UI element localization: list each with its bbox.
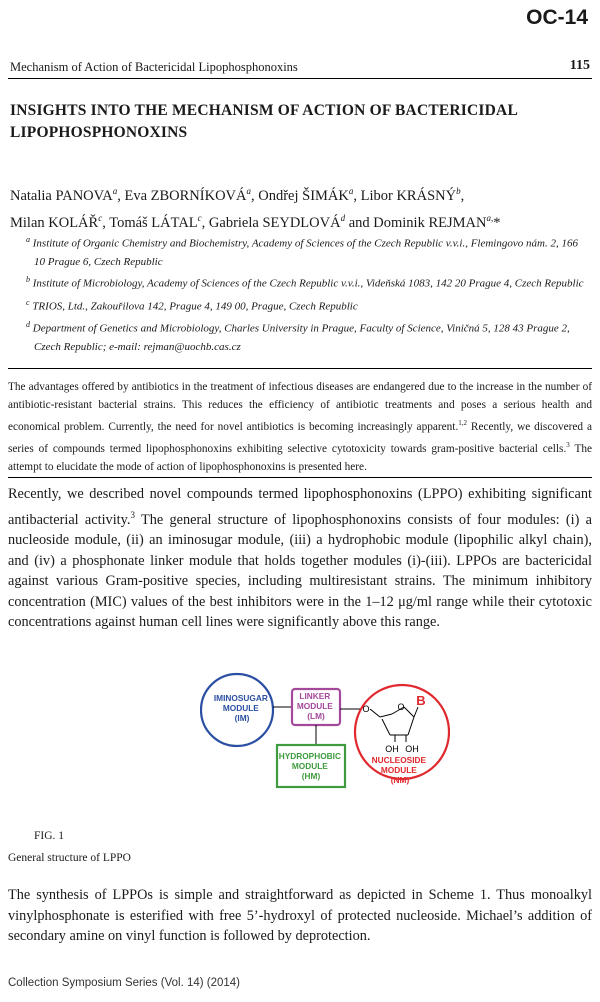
figure-label: FIG. 1: [34, 830, 65, 842]
lppo-structure-figure: [200, 665, 450, 813]
footer: Collection Symposium Series (Vol. 14) (2014): [8, 977, 241, 989]
svg-text:HYDROPHOBIC MODULE (HM: HYDROPHOBIC MODULE (HM): [278, 751, 341, 781]
author-name: Libor KRÁSNÝ: [360, 187, 457, 204]
linker-oxygen-label: O: [362, 704, 370, 714]
running-head: [8, 58, 592, 79]
author-name: Dominik REJMAN: [373, 214, 487, 231]
author-name: Gabriela SEYDLOVÁ: [208, 214, 341, 231]
affiliation: $^b$ Institute of Microbiology, Academy of Sciences of the Czech Republic v.v.i., Videňská 1083, 142 20 Prague 4, Czech Republic: [26, 275, 584, 291]
author-name: Ondřej ŠIMÁK: [258, 187, 349, 204]
author-name: Eva ZBORNÍKOVÁ: [124, 187, 247, 204]
author-affiliation-mark: a: [348, 186, 354, 196]
ring-oxygen-label: O: [397, 702, 405, 712]
paper-title: INSIGHTS INTO THE MECHANISM OF ACTION OF BACTERICIDAL LIPOPHOSPHONOXINS: [10, 102, 518, 141]
author-affiliation-mark: c: [98, 212, 103, 223]
abstract: The advantages offered by antibiotics in the treatment of infectious diseases are endangered due to the increase in the number of antibiotic-resistant bacterial strains. This reduces the efficiency of antibiotic treatments and poses a serious health and economical problem. Currently, the need for novel antibiotics is becoming increasingly apparent.$^{1,2}$ Recently, we discovered a series of compounds termed lipophosphonoxins exhibiting selective cytotoxicity towards gram-positive bacterial cells.$^3$ The attempt to elucidate the mode of action of lipophosphonoxins is presented here.: [8, 381, 593, 474]
affiliation: $^d$ Department of Genetics and Microbiology, Charles University in Prague, Faculty of Science, Viničná 5, 128 43 Prague 2, Czech Republic; e-mail: rejman@uochb.cas.cz: [26, 319, 570, 353]
author-name: Tomáš LÁTAL: [109, 214, 198, 231]
hydroxyl-label: OH: [405, 744, 419, 754]
ribose-ring: [370, 707, 418, 742]
author-list: Natalia PANOVA$^a$, Eva ZBORNÍKOVÁ$^a$, Ondřej ŠIMÁK$^a$, Libor KRÁSNÝ$^b$, Milan KOLÁŘ$^c$, Tomáš LÁTAL$^c$, Gabriela SEYDLOVÁ$^d$ and Dominik $REJMAN^{a,}*$: [10, 186, 501, 231]
divider: [8, 368, 592, 369]
svg-text:IMINOSUGAR MODULE (IM): IMINOSUGAR MODULE (IM): [213, 693, 268, 723]
affiliation-list: [26, 231, 590, 356]
svg-text:LINKER MODULE (LM): LINKER MODULE (LM): [296, 691, 333, 721]
divider: [8, 477, 592, 478]
session-badge: OC-14: [526, 6, 588, 29]
affiliation: $^a$ Institute of Organic Chemistry and Biochemistry, Academy of Sciences of the Czech Republic v.v.i., Flemingovo nám. 2, 166 10 Prague 6, Czech Republic: [26, 235, 578, 269]
base-label: B: [416, 693, 426, 708]
hydroxyl-label: OH: [385, 744, 399, 754]
author-affiliation-mark: c: [197, 212, 202, 223]
author-name: Natalia PANOVA: [10, 187, 113, 204]
author-affiliation-mark: a,: [486, 212, 494, 223]
body-paragraph: Recently, we described novel compounds termed lipophosphonoxins (LPPO) exhibiting significant antibacterial activity.$^3$ The general structure of lipophosphonoxins consists of four modules: (i) a nucleoside module, (ii) an iminosugar module, (iii) a hydrophobic module (lipophilic alkyl chain), and (iv) a phosphonate linker module that holds together modules (i)-(iii). LPPOs are bactericidal against various Gram-positive species, including multiresistant strains. The minimum inhibitory concentration (MIC) values of the best inhibitors were in the 1–12 μg/ml range while their cytotoxic concentrations against human cell lines were significantly above this range.: [8, 486, 593, 631]
body-paragraph: The synthesis of LPPOs is simple and straightforward as depicted in Scheme 1. Thus monoalkyl vinylphosphonate is esterified with free 5’-hydroxyl of protected nucleoside. Michael’s addition of secondary amine on vinyl function is followed by deprotection.: [8, 887, 592, 945]
affiliation: $^c$ TRIOS, Ltd., Zakouřilova 142, Prague 4, 149 00, Prague, Czech Republic: [26, 297, 358, 313]
author-affiliation-mark: b: [456, 186, 461, 196]
running-head-title: Mechanism of Action of Bactericidal Lipophosphonoxins: [10, 60, 298, 74]
author-affiliation-mark: d: [340, 212, 346, 223]
author-affiliation-mark: a: [246, 186, 251, 196]
author-affiliation-mark: a: [112, 186, 118, 196]
figure-caption: General structure of LPPO: [8, 852, 131, 864]
svg-text:NUCLEOSIDE MODULE (NM): NUCLEOSIDE MODULE (NM): [371, 755, 427, 785]
page-number: 115: [569, 58, 590, 73]
author-name: Milan KOLÁŘ: [10, 214, 99, 231]
